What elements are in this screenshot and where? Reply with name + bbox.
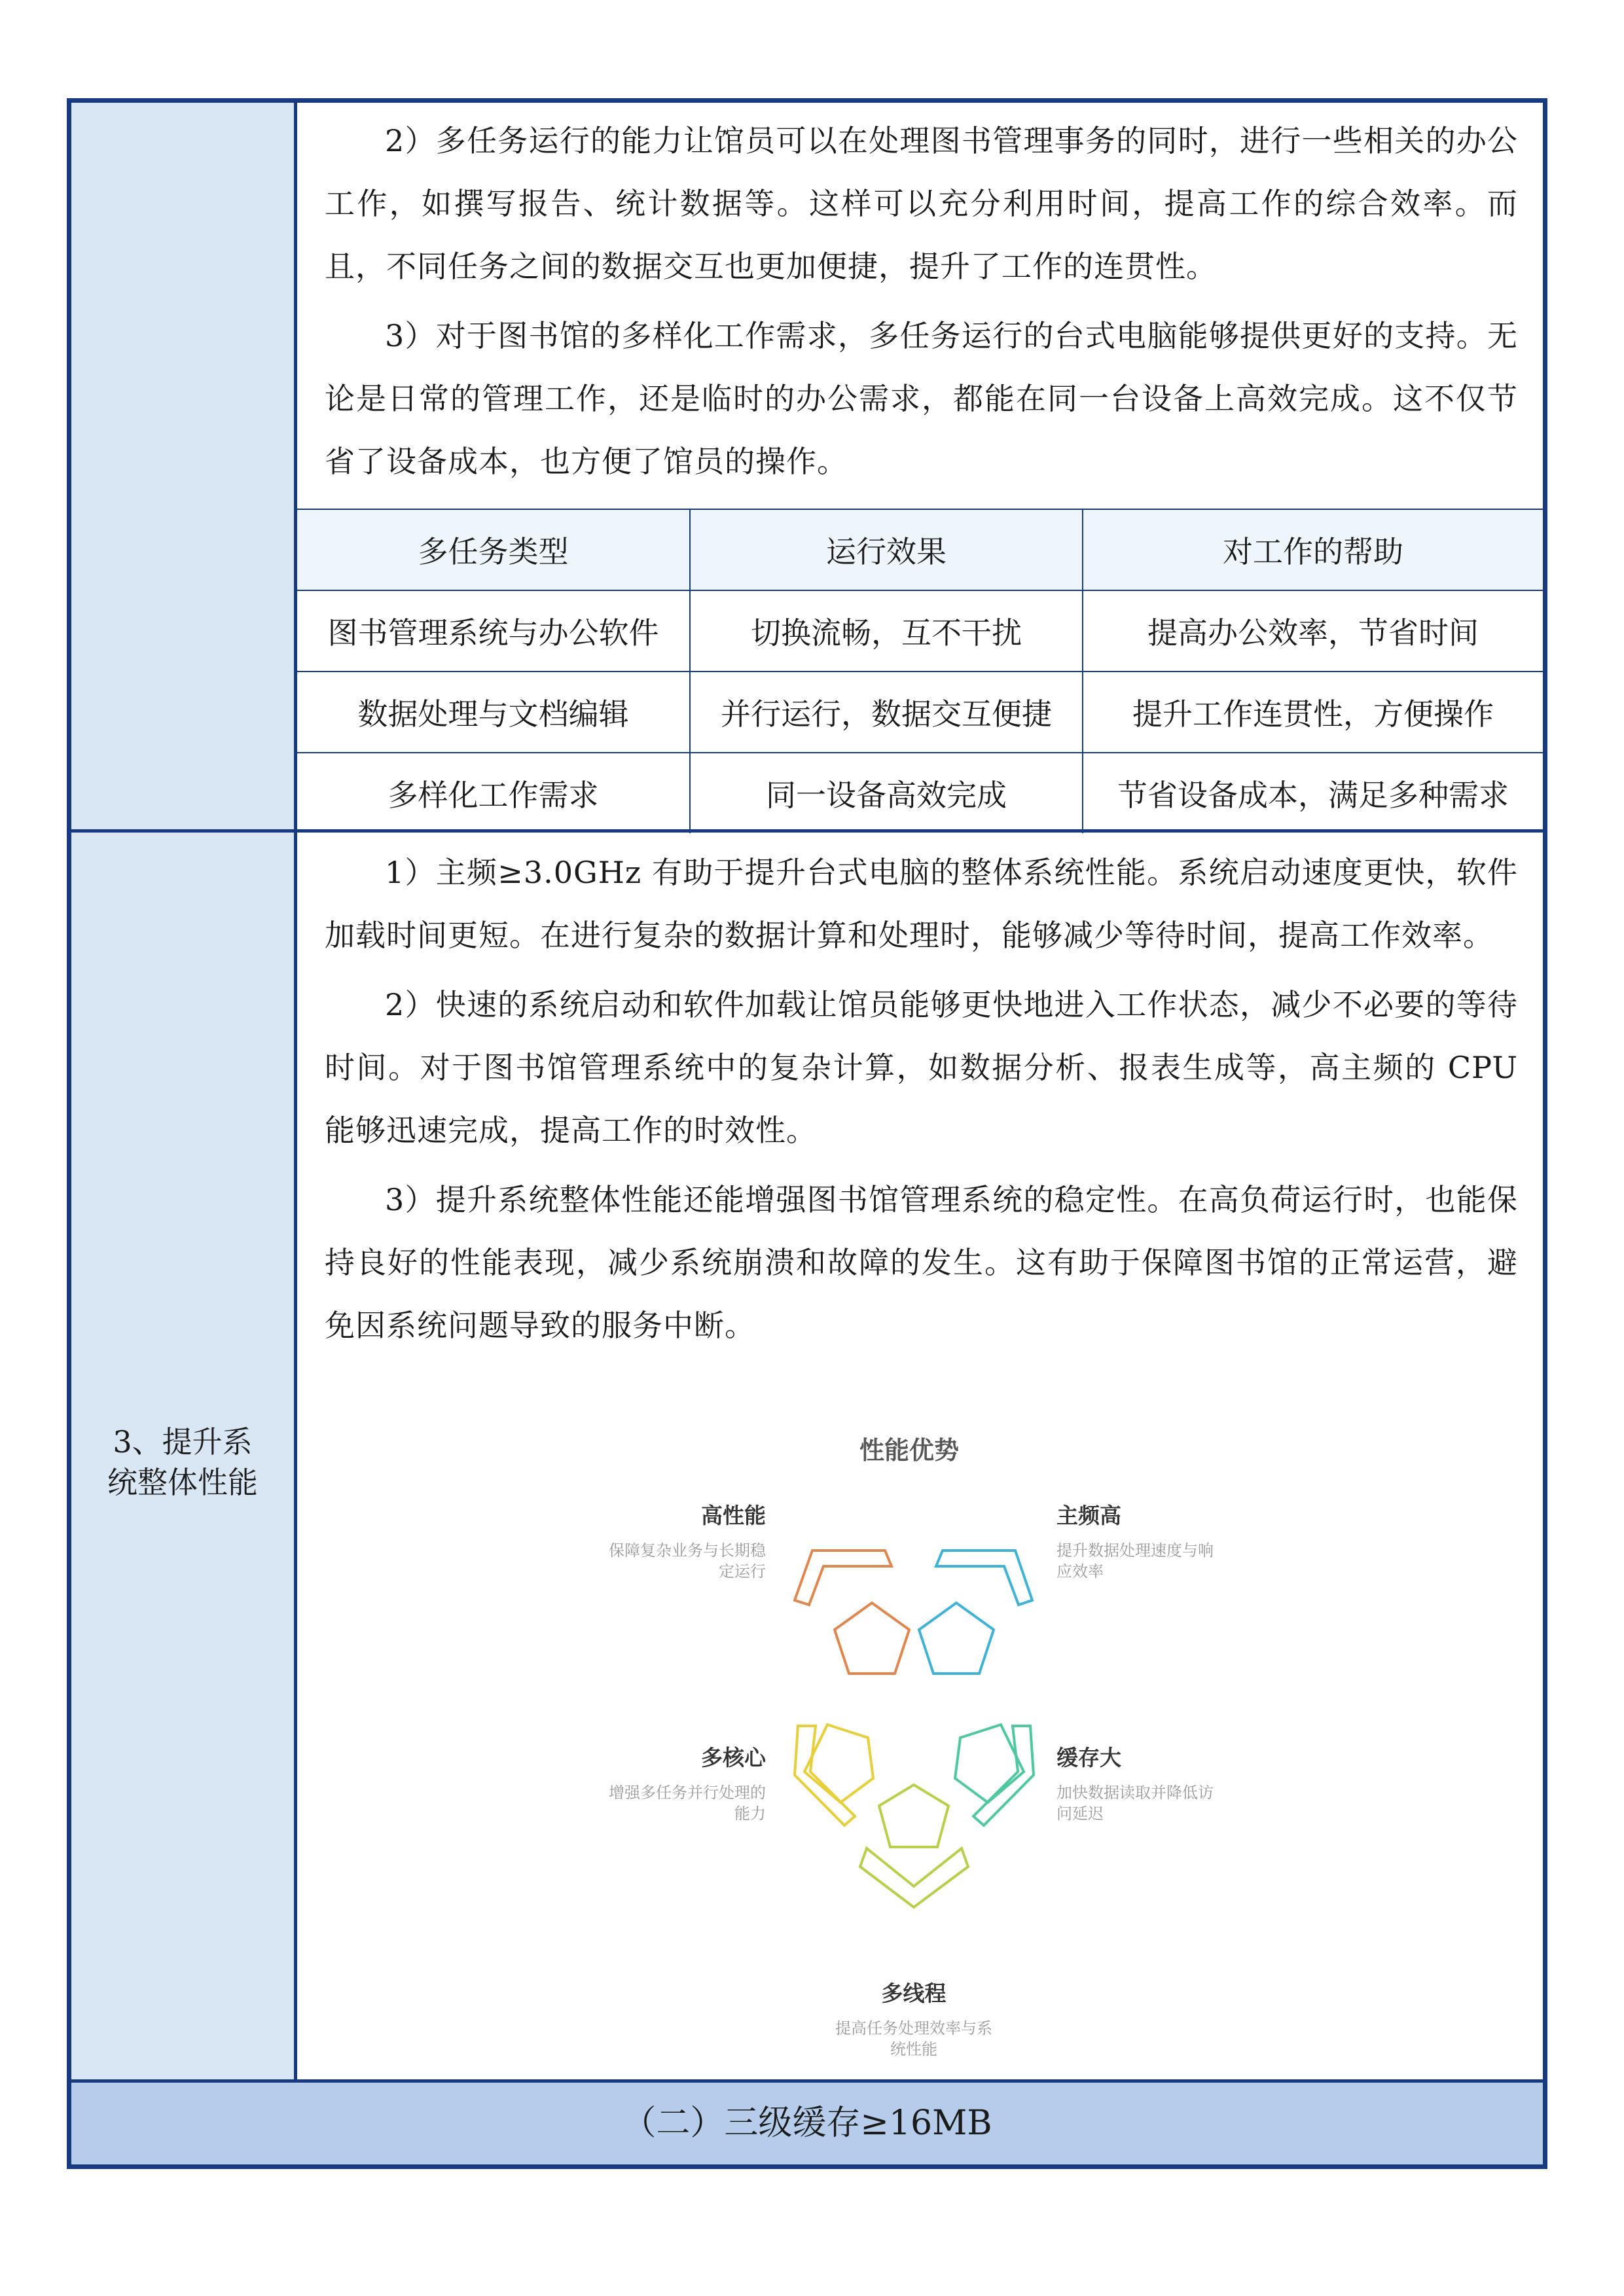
- section-footer-title: （二）三级缓存≥16MB: [71, 2083, 1543, 2164]
- diagram-desc: 应效率: [1056, 1562, 1104, 1581]
- paragraph: 3）提升系统整体性能还能增强图书馆管理系统的稳定性。在高负荷运行时，也能保持良好的性能表现，减少系统崩溃和故障的发生。这有助于保障图书馆的正常运营，避免因系统问题导致的服务中断。: [325, 1182, 1518, 1343]
- section-label-line: 统整体性能: [107, 1465, 258, 1500]
- paragraph: 2）快速的系统启动和软件加载让馆员能够更快地进入工作状态，减少不必要的等待时间。对于图书馆管理系统中的复杂计算，如数据分析、报表生成等，高主频的 CPU 能够迅速完成，提高工作的时效性。: [325, 987, 1518, 1148]
- table-cell: 数据处理与文档编辑: [297, 672, 690, 753]
- diagram-label: 缓存大: [1056, 1745, 1121, 1770]
- table-row: [297, 672, 1543, 753]
- diagram-label: 高性能: [701, 1503, 766, 1528]
- table-cell: 多样化工作需求: [297, 753, 690, 833]
- diagram-desc: 增强多任务并行处理的: [609, 1784, 766, 1802]
- pentagon-multi-core: [795, 1725, 873, 1825]
- table-cell: 提高办公效率，节省时间: [1083, 590, 1543, 672]
- diagram-desc: 能力: [734, 1804, 766, 1823]
- pentagon-high-performance: [795, 1551, 909, 1674]
- diagram-desc: 统性能: [890, 2040, 937, 2058]
- table-header-row: [297, 509, 1543, 590]
- table-cell: 并行运行，数据交互便捷: [690, 672, 1083, 753]
- table-header-cell: 多任务类型: [297, 509, 690, 590]
- pentagon-large-cache: [955, 1725, 1034, 1825]
- diagram-desc: 加快数据读取并降低访: [1056, 1784, 1214, 1802]
- pentagon-multi-thread: [860, 1785, 968, 1907]
- performance-diagram: [297, 1425, 1543, 2079]
- table-cell: 图书管理系统与办公软件: [297, 590, 690, 672]
- section-label-line: 3、提升系: [113, 1424, 253, 1460]
- pentagon-high-frequency: [919, 1551, 1032, 1674]
- table-cell: 提升工作连贯性，方便操作: [1083, 672, 1543, 753]
- table-cell: 切换流畅，互不干扰: [690, 590, 1083, 672]
- left-column: [71, 103, 297, 2079]
- table-header-cell: 运行效果: [690, 509, 1083, 590]
- table-cell: 同一设备高效完成: [690, 753, 1083, 833]
- diagram-label: 多线程: [881, 1981, 947, 2006]
- paragraph: 2）多任务运行的能力让馆员可以在处理图书管理事务的同时，进行一些相关的办公工作，如撰写报告、统计数据等。这样可以充分利用时间，提高工作的综合效率。而且，不同任务之间的数据交互也更加便捷，提升了工作的连贯性。: [325, 123, 1518, 284]
- table-cell: 节省设备成本，满足多种需求: [1083, 753, 1543, 833]
- paragraph: 3）对于图书馆的多样化工作需求，多任务运行的台式电脑能够提供更好的支持。无论是日常的管理工作，还是临时的办公需求，都能在同一台设备上高效完成。这不仅节省了设备成本，也方便了馆员的操作。: [325, 318, 1518, 479]
- document-table: [67, 98, 1547, 2169]
- paragraph: 1）主频≥3.0GHz 有助于提升台式电脑的整体系统性能。系统启动速度更快，软件加载时间更短。在进行复杂的数据计算和处理时，能够减少等待时间，提高工作效率。: [325, 855, 1518, 953]
- diagram-desc: 提升数据处理速度与响: [1056, 1541, 1214, 1560]
- section1-text: [297, 109, 1543, 493]
- table-header-cell: 对工作的帮助: [1083, 509, 1543, 590]
- row-divider: [71, 829, 1543, 833]
- diagram-label: 多核心: [701, 1745, 766, 1770]
- diagram-desc: 提高任务处理效率与系: [835, 2019, 992, 2037]
- diagram-title: 性能优势: [859, 1436, 960, 1465]
- diagram-desc: 保障复杂业务与长期稳: [609, 1541, 766, 1560]
- diagram-desc: 问延迟: [1056, 1804, 1104, 1823]
- table-row: [297, 753, 1543, 833]
- diagram-label: 主频高: [1056, 1503, 1121, 1528]
- section-label: [71, 1422, 294, 1503]
- section2-text: [297, 841, 1543, 1357]
- multitask-table: [297, 509, 1543, 833]
- table-row: [297, 590, 1543, 672]
- diagram-desc: 定运行: [719, 1562, 766, 1581]
